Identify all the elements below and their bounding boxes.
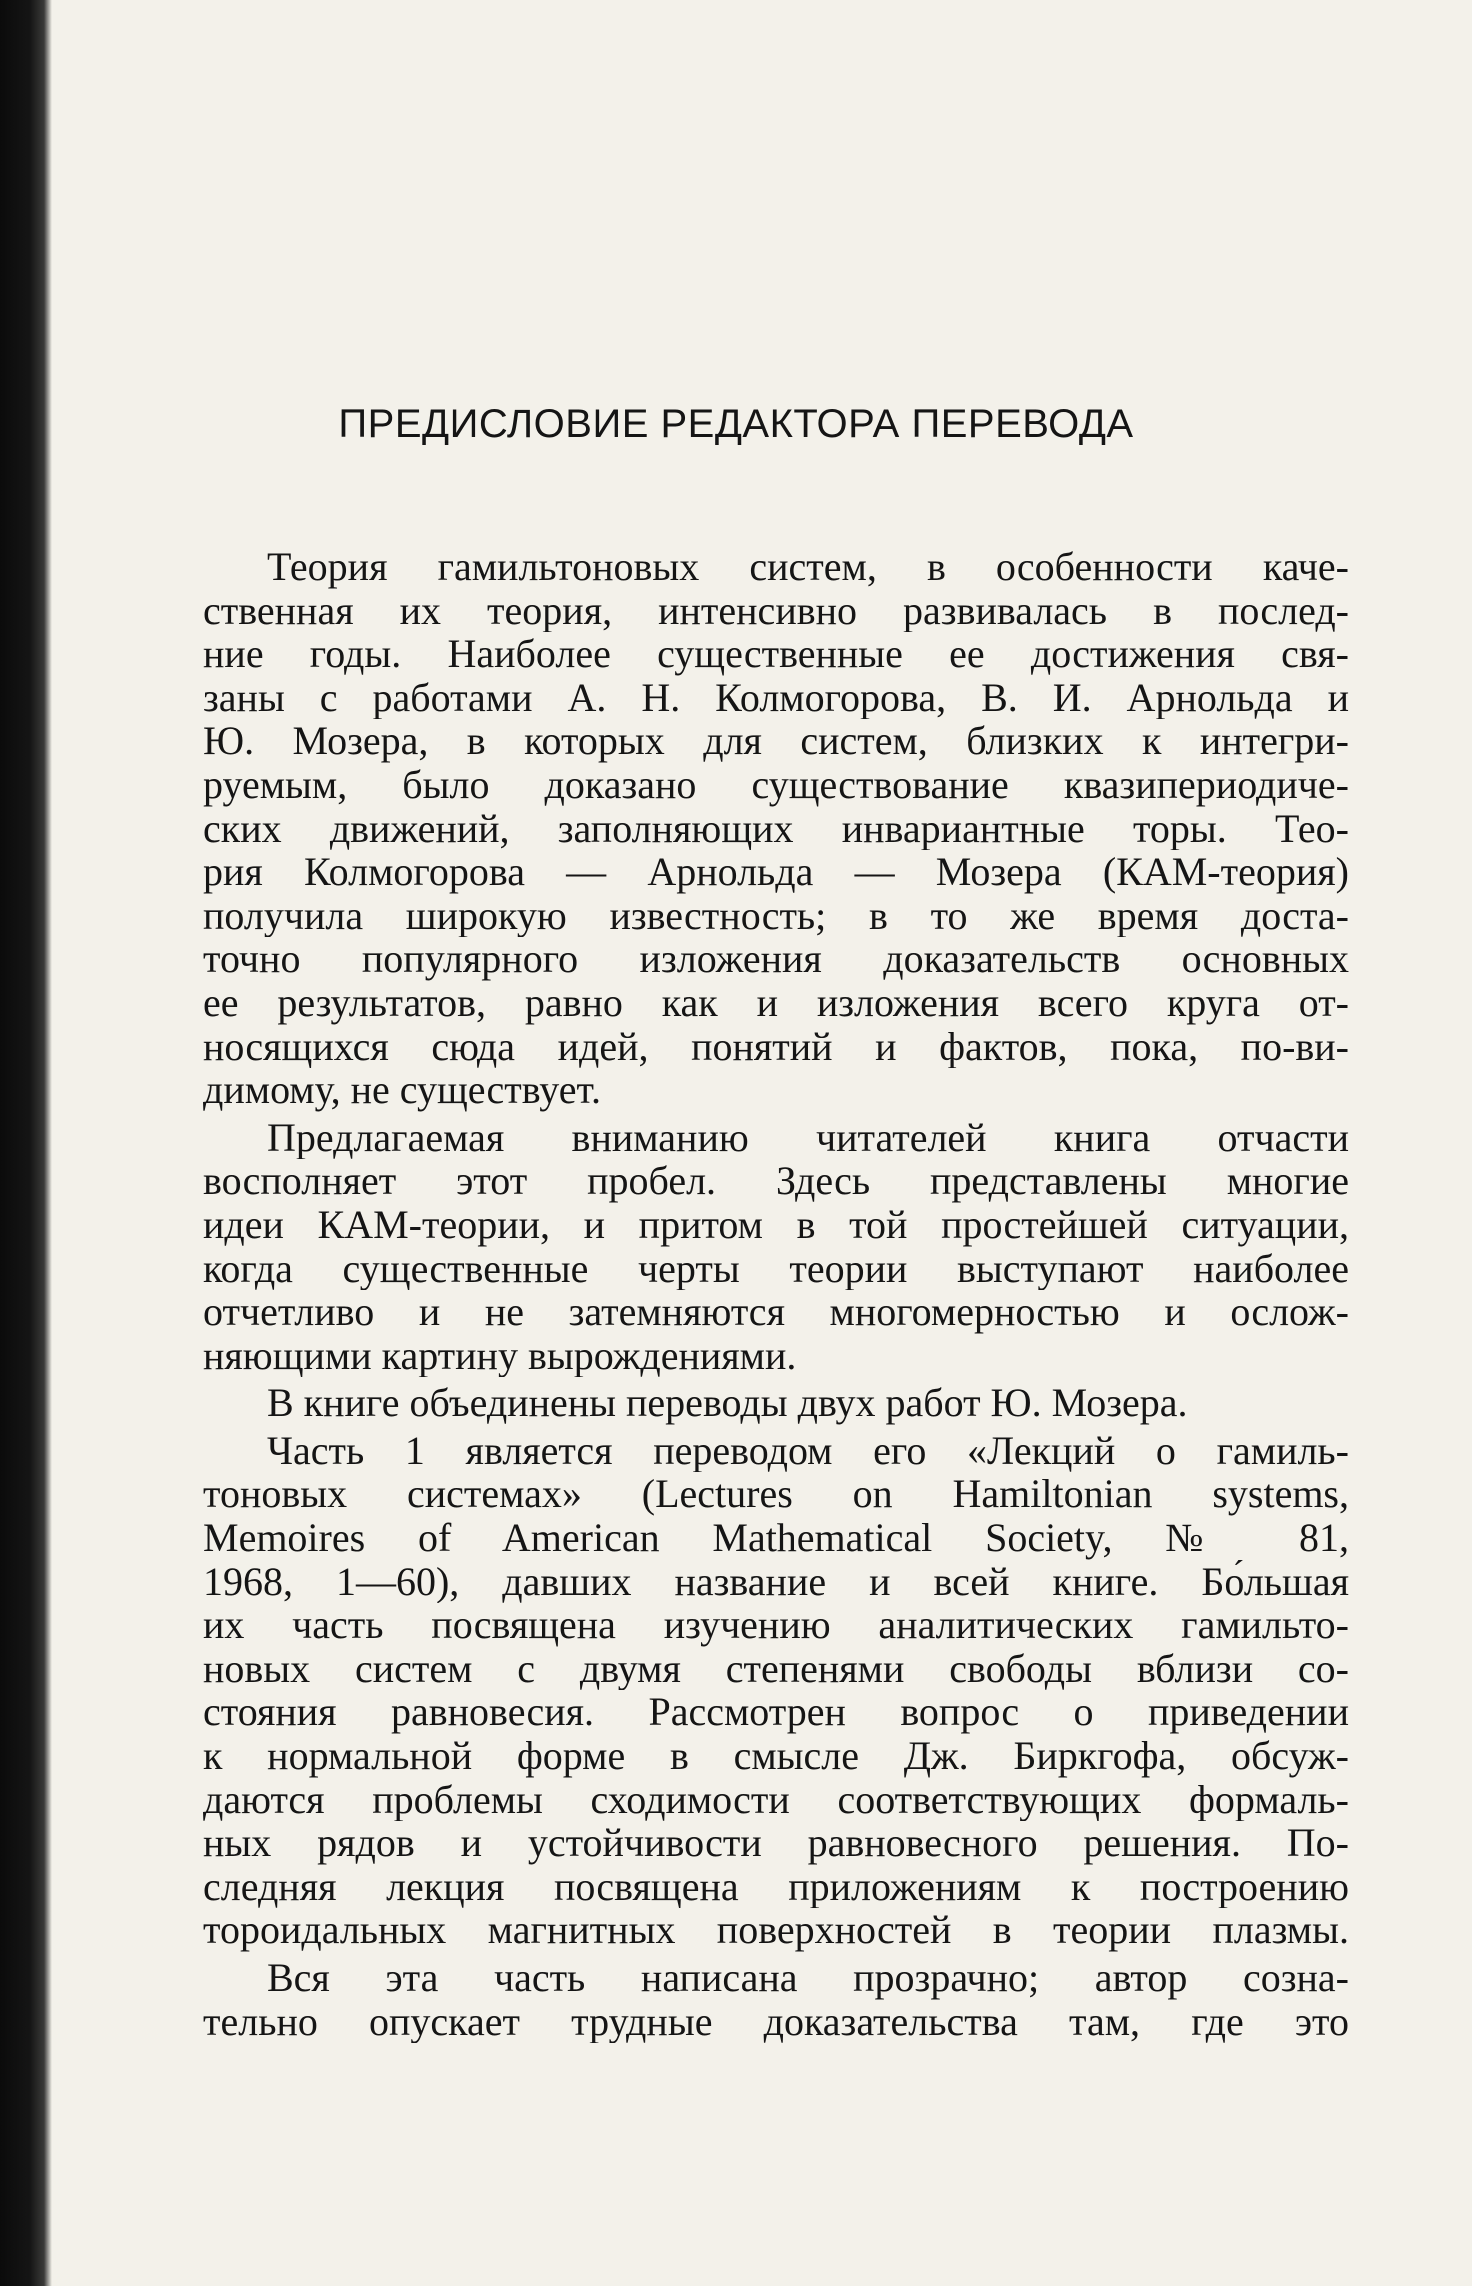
text-line: когда существенные черты теории выступают наиболее [203, 1246, 1349, 1291]
text-line: ственная их теория, интенсивно развивалась в послед- [203, 588, 1349, 633]
text-line: ее результатов, равно как и изложения всего круга от- [203, 980, 1349, 1025]
page-title: ПРЕДИСЛОВИЕ РЕДАКТОРА ПЕРЕВОДА [338, 402, 1134, 446]
text-line: тороидальных магнитных поверхностей в теории плазмы. [203, 1908, 1349, 1952]
text-line: няющими картину вырождениями. [203, 1333, 797, 1378]
text-line: заны с работами А. Н. Колмогорова, В. И. Арнольда и [203, 675, 1349, 720]
text-line: ских движений, заполняющих инвариантные торы. Тео- [203, 806, 1349, 851]
text-line: ных рядов и устойчивости равновесного решения. По- [203, 1821, 1349, 1865]
text-line: В книге объединены переводы двух работ Ю. Мозера. [267, 1381, 1188, 1425]
text-line: 1968, 1—60), давших название и всей книге. Бо́льшая [203, 1559, 1349, 1604]
text-line: к нормальной форме в смысле Дж. Биркгофа, обсуж- [203, 1734, 1349, 1778]
text-line: ние годы. Наиболее существенные ее достижения свя- [203, 632, 1349, 676]
text-line: руемым, было доказано существование квазипериодиче- [203, 762, 1349, 807]
text-line: Memoires of American Mathematical Society, № 81, [203, 1516, 1349, 1560]
text-line: отчетливо и не затемняются многомерностью и ослож- [203, 1290, 1349, 1334]
text-line: получила широкую известность; в то же время доста- [203, 893, 1349, 938]
text-line: восполняет этот пробел. Здесь представлены многие [203, 1159, 1349, 1203]
text-line: димому, не существует. [203, 1068, 602, 1112]
text-line: рия Колмогорова — Арнольда — Мозера (КАМ-теория) [203, 850, 1349, 894]
text-line: следняя лекция посвящена приложениям к построению [203, 1864, 1349, 1909]
paragraph-3 [203, 1381, 1349, 1425]
text-line: носящихся сюда идей, понятий и фактов, пока, по-ви- [203, 1024, 1349, 1069]
text-line: Часть 1 является переводом его «Лекций о гамиль- [267, 1428, 1349, 1473]
text-line: тельно опускает трудные доказательства там, где это [203, 1999, 1349, 2044]
paragraph-1 [203, 545, 1349, 1112]
text-line: точно популярного изложения доказательств основных [203, 937, 1349, 981]
paragraph-5 [203, 1956, 1349, 2043]
text-line: идеи КАМ-теории, и притом в той простейшей ситуации, [203, 1202, 1349, 1247]
document-body [203, 545, 1349, 2043]
text-line: новых систем с двумя степенями свободы вблизи со- [203, 1646, 1349, 1691]
text-line: Ю. Мозера, в которых для систем, близких к интегри- [203, 719, 1349, 763]
text-line: их часть посвящена изучению аналитических гамильто- [203, 1603, 1349, 1647]
paragraph-4 [203, 1429, 1349, 1952]
text-line: даются проблемы сходимости соответствующих формаль- [203, 1777, 1349, 1822]
text-line: Вся эта часть написана прозрачно; автор созна- [267, 1956, 1349, 2000]
text-line: тоновых системах» (Lectures on Hamiltonian systems, [203, 1472, 1349, 1517]
text-line: Предлагаемая вниманию читателей книга отчасти [267, 1115, 1349, 1160]
scan-binding-edge [0, 0, 52, 2286]
text-line: Теория гамильтоновых систем, в особенности каче- [267, 545, 1349, 589]
paragraph-2 [203, 1116, 1349, 1378]
text-line: стояния равновесия. Рассмотрен вопрос о приведении [203, 1690, 1349, 1735]
